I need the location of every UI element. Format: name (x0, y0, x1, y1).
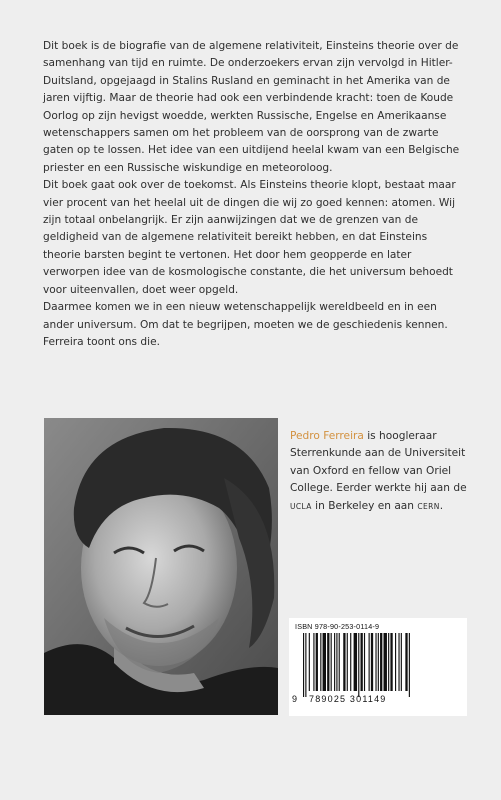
bio-ucla: UCLA (290, 501, 312, 511)
author-name: Pedro Ferreira (290, 430, 364, 442)
isbn-label: ISBN 978-90-253-0114-9 (295, 622, 380, 631)
bio-text-1: is hoogleraar Sterrenkunde aan de Universiteit van Oxford en fellow van Oriel College. Eerder werkte hij aan de (290, 430, 467, 495)
bio-text-3: . (439, 499, 444, 512)
barcode-bars (303, 633, 453, 697)
blurb-paragraph-3: Daarmee komen we in een nieuw wetenschappelijk wereldbeeld en in een ander universum. Om dat te begrijpen, moeten we de geschiedenis kennen. Ferreira toont ons die. (43, 301, 448, 348)
ean-digits: 789025 301149 (309, 694, 387, 704)
blurb-paragraph-2: Dit boek gaat ook over de toekomst. Als Einsteins theorie klopt, bestaat maar vier procent van het heelal uit de dingen die wij zo goed kennen: atomen. Wij zijn totaal onbelangrijk. Er zijn aanwijzingen dat we de grenzen van de geldigheid van de algemene relativiteit bereikt hebben, en dat Einsteins theorie barsten begint te vertonen. Het door hem geopperde en later verworpen idee van de kosmologische constante, die het universum behoedt voor uiteenvallen, doet weer opgeld. (43, 179, 456, 296)
author-photo (44, 418, 278, 715)
author-bio (290, 428, 480, 515)
bio-cern: CERN (417, 501, 440, 511)
bio-text-2: in Berkeley en aan (311, 499, 418, 512)
isbn-barcode (289, 618, 467, 716)
ean-first-digit: 9 (292, 694, 298, 704)
blurb-paragraph-1: Dit boek is de biografie van de algemene relativiteit, Einsteins theorie over de samenhang van tijd en ruimte. De onderzoekers ervan zijn vervolgd in Hitler-Duitsland, opgejaagd in Stalins Rusland en geminacht in het Amerika van de jaren vijftig. Maar de theorie had ook een verbindende kracht: toen de Koude Oorlog op zijn hevigst woedde, werkten Russische, Engelse en Amerikaanse wetenschappers samen om het probleem van de oorsprong van de zwarte gaten op te lossen. Het idee van een uitdijend heelal kwam van een Belgische priester en een Russische wiskundige en meteoroloog. (43, 40, 460, 174)
back-cover-blurb (43, 38, 463, 351)
